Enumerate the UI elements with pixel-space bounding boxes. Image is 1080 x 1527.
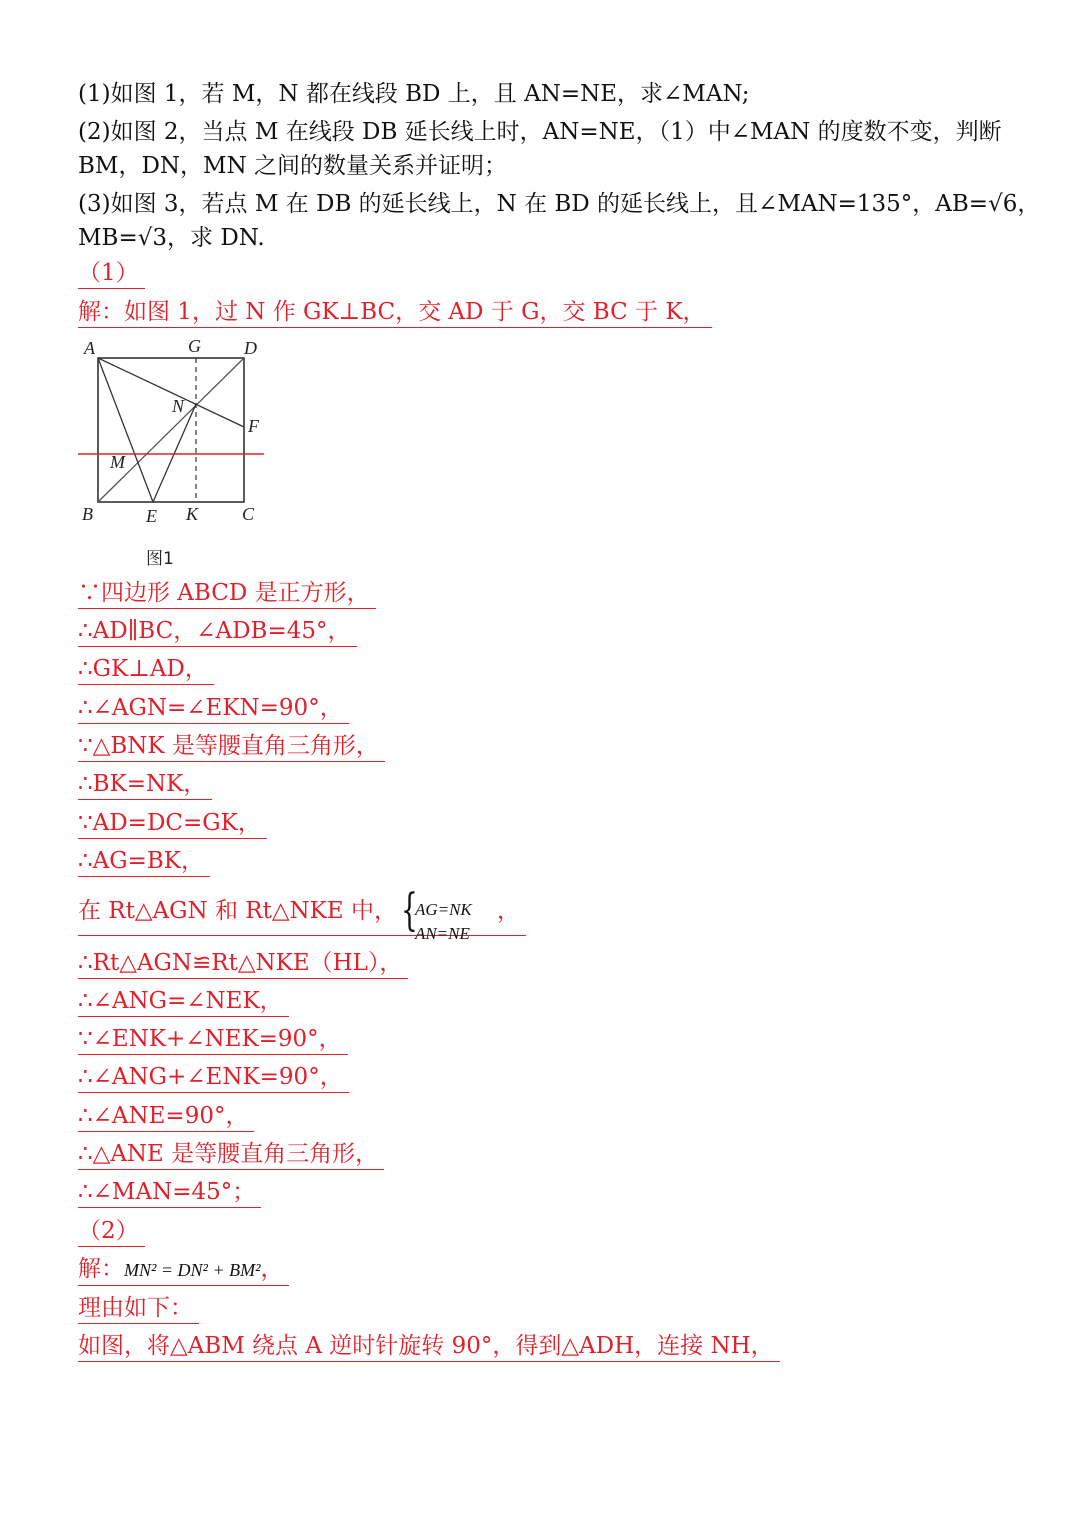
solution-line-2: ∵四边形 ABCD 是正方形，: [78, 578, 376, 609]
solution-line-4: ∴GK⊥AD，: [78, 654, 214, 685]
solution-line-13: ∵∠ENK+∠NEK=90°，: [78, 1024, 348, 1055]
question-3-line-2: MB=√3，求 DN.: [78, 225, 265, 251]
label-b: B: [82, 504, 93, 524]
figure-caption: 图1: [146, 549, 174, 569]
part-2-suffix: ，: [260, 1256, 284, 1282]
part-2-line-1: [78, 1254, 289, 1286]
label-e: E: [146, 506, 157, 526]
part-1-label: （1）: [78, 258, 145, 289]
part-2-prefix: 解：: [78, 1256, 124, 1282]
solution-line-7: ∴BK=NK，: [78, 769, 212, 800]
figure-1: [74, 336, 274, 572]
solution-line-3: ∴AD∥BC，∠ADB=45°，: [78, 616, 357, 647]
solution-line-5: ∴∠AGN=∠EKN=90°，: [78, 693, 349, 724]
part-2-label: （2）: [78, 1216, 145, 1247]
system-eq-2: AN=NE: [414, 924, 470, 943]
solution-line-12: ∴∠ANG=∠NEK，: [78, 986, 289, 1017]
question-1: (1)如图 1，若 M，N 都在线段 BD 上，且 AN=NE，求∠MAN;: [78, 81, 750, 107]
part-2-equation: MN² = DN² + BM²: [124, 1260, 261, 1280]
solution-line-11: ∴Rt△AGN≌Rt△NKE（HL），: [78, 948, 408, 979]
solution-line-9: ∴AG=BK，: [78, 846, 210, 877]
system-eq-1: AG=NK: [414, 900, 472, 919]
solution-line-8: ∵AD=DC=GK，: [78, 808, 267, 839]
solution-line-15: ∴∠ANE=90°，: [78, 1101, 254, 1132]
congruence-setup-text: 在 Rt△AGN 和 Rt△NKE 中，: [78, 898, 397, 924]
system-comma: ，: [496, 898, 520, 924]
diagonal-bd: [98, 358, 244, 502]
part-2-line-2: 理由如下：: [78, 1293, 199, 1324]
solution-line-1: 解：如图 1，过 N 作 GK⊥BC，交 AD 于 G，交 BC 于 K，: [78, 297, 712, 328]
solution-line-17: ∴∠MAN=45°；: [78, 1177, 261, 1208]
label-m: M: [110, 452, 125, 472]
solution-line-6: ∵△BNK 是等腰直角三角形，: [78, 731, 385, 762]
question-2-line-2: BM，DN，MN 之间的数量关系并证明；: [78, 153, 508, 179]
label-a: A: [84, 338, 95, 358]
question-2-line-1: (2)如图 2，当点 M 在线段 DB 延长线上时，AN=NE，（1）中∠MAN 的度数不变，判断: [78, 119, 1002, 145]
solution-line-16: ∴△ANE 是等腰直角三角形，: [78, 1139, 384, 1170]
equation-system: { AG=NK AN=NE: [401, 889, 497, 935]
label-g: G: [188, 336, 201, 356]
segment-ne: [153, 404, 196, 502]
label-d: D: [244, 338, 257, 358]
question-3-line-1: (3)如图 3，若点 M 在 DB 的延长线上，N 在 BD 的延长线上，且∠MAN=135°，AB=√6，: [78, 191, 1041, 217]
label-f: F: [248, 416, 259, 436]
label-c: C: [242, 504, 255, 524]
solution-line-10: [78, 885, 526, 943]
solution-line-14: ∴∠ANG+∠ENK=90°，: [78, 1062, 349, 1093]
part-2-line-3: 如图，将△ABM 绕点 A 逆时针旋转 90°，得到△ADH，连接 NH，: [78, 1331, 780, 1362]
label-n: N: [172, 396, 185, 416]
label-k: K: [186, 504, 199, 524]
